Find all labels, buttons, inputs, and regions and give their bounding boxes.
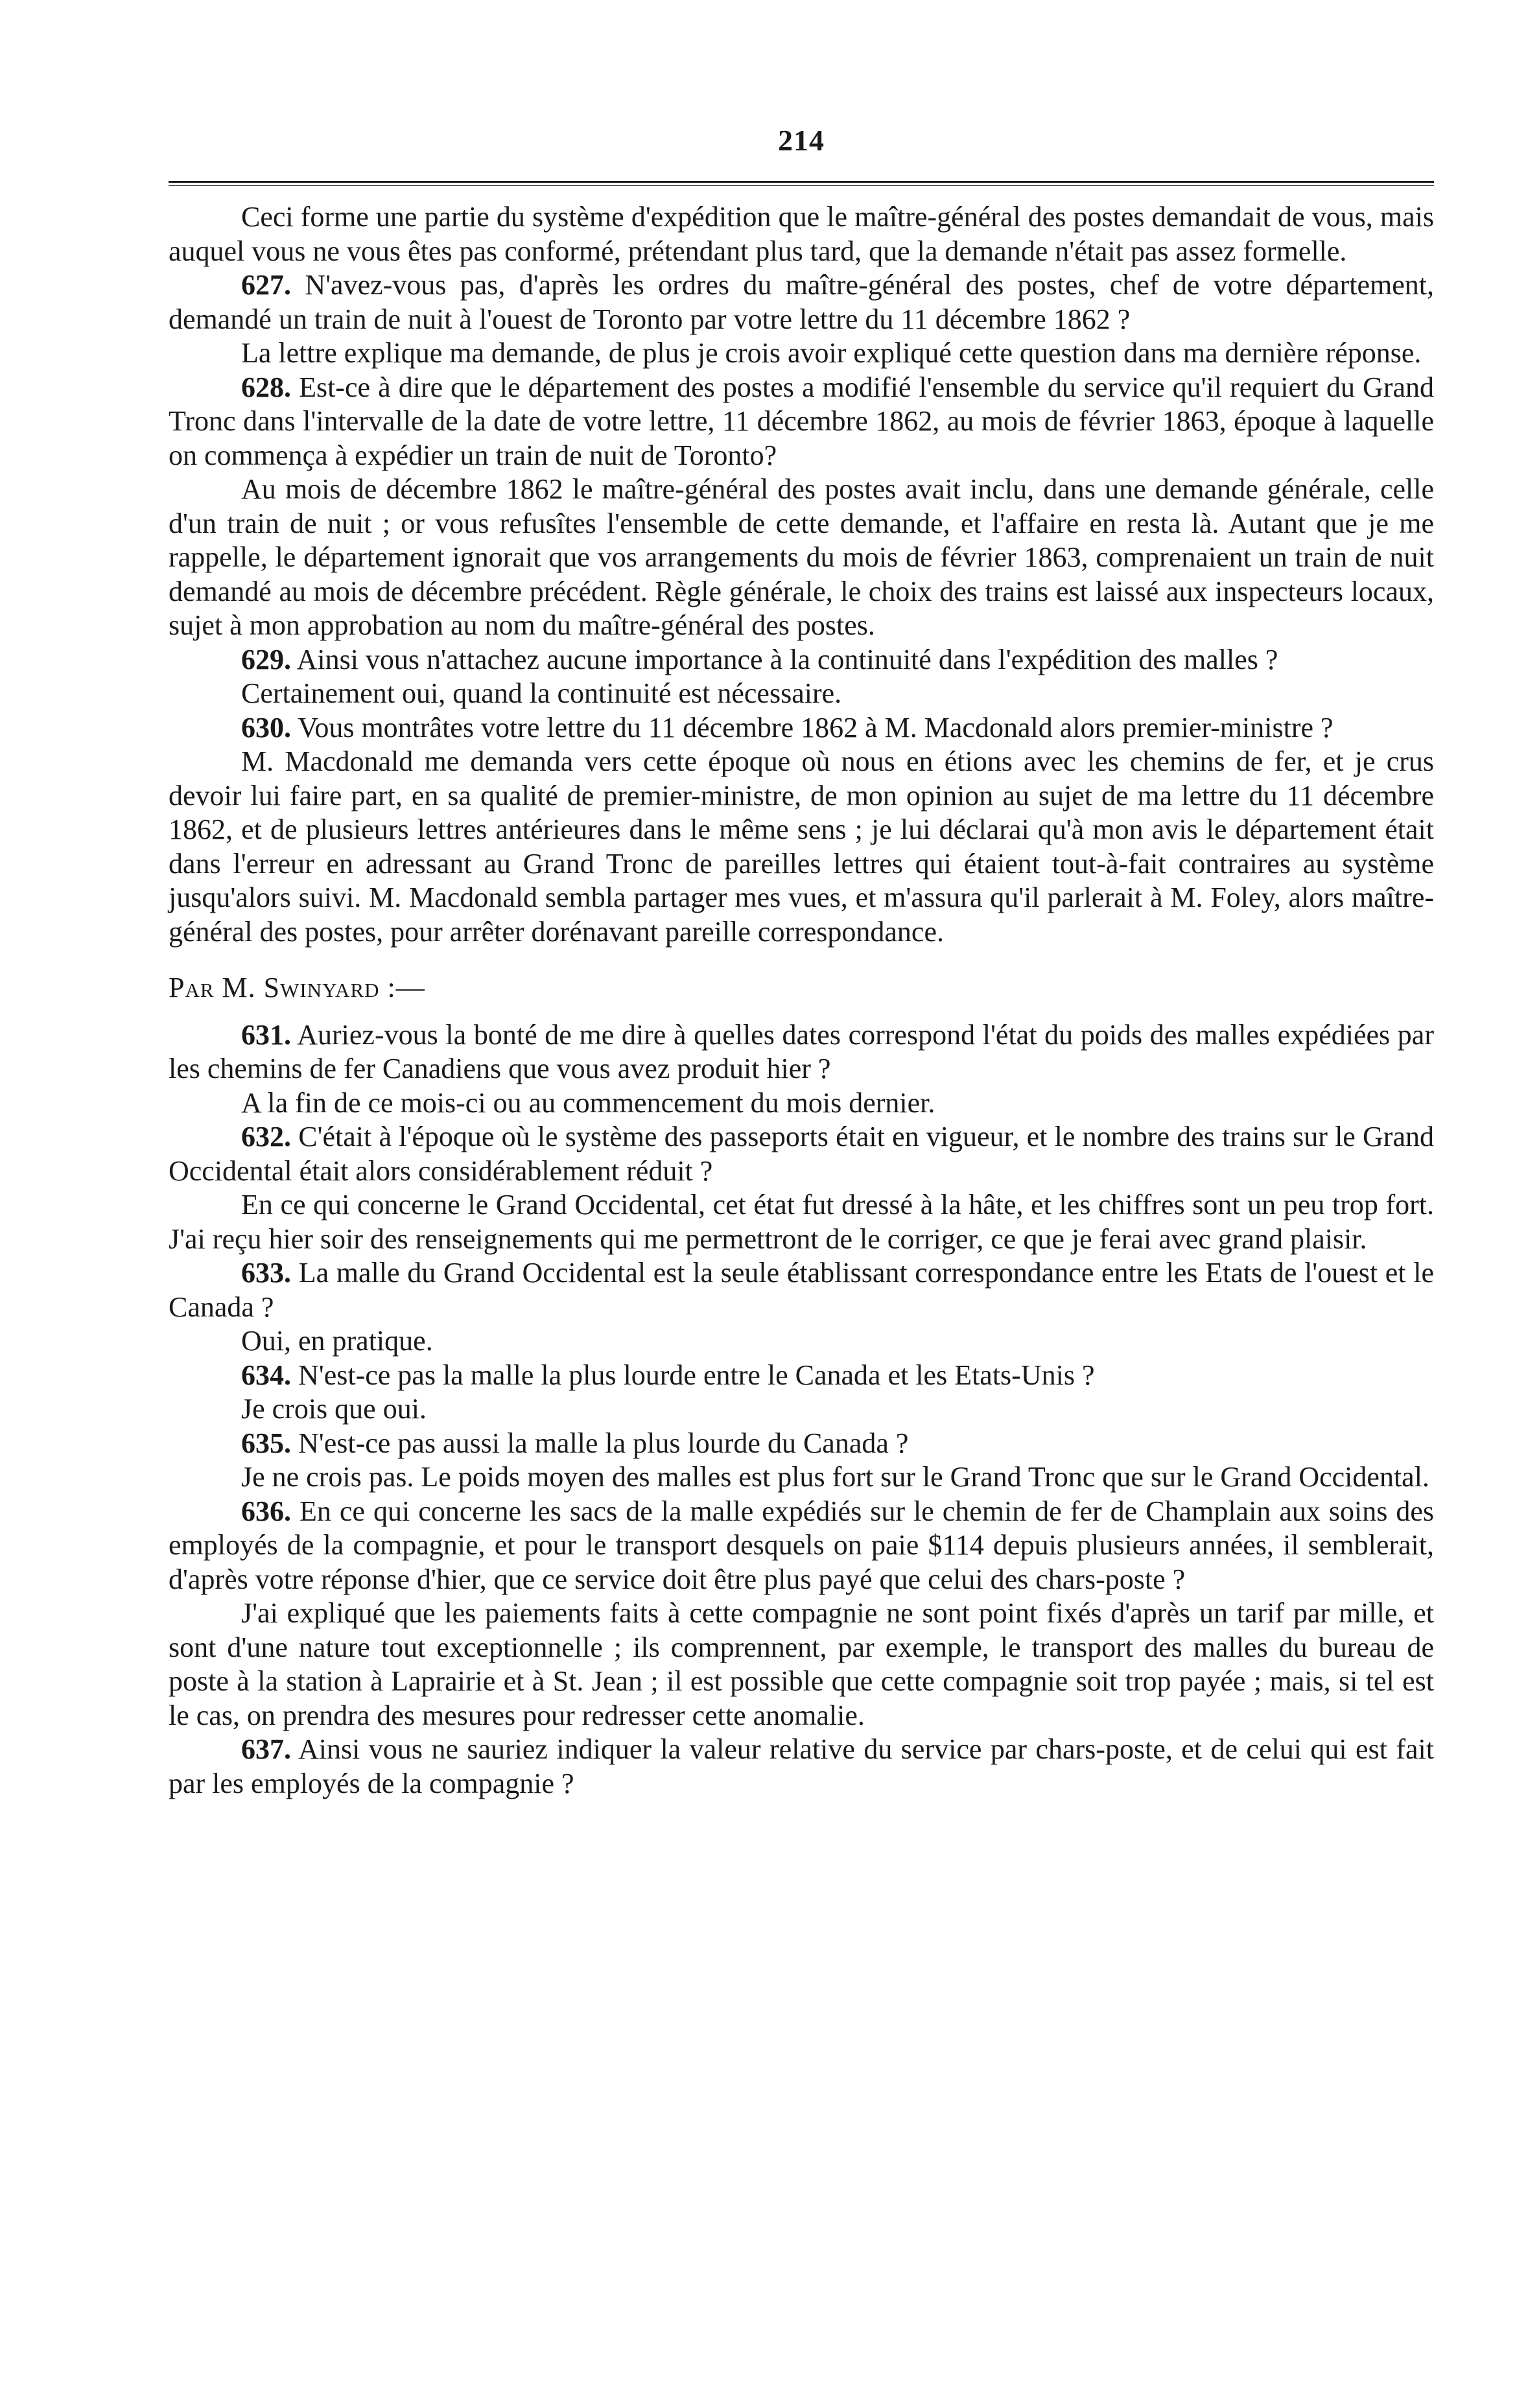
question-paragraph [169,643,1434,677]
answer-paragraph: Je ne crois pas. Le poids moyen des malles est plus fort sur le Grand Tronc que sur le Grand Occidental. [241,1461,1429,1493]
question-number: 635. [241,1427,291,1459]
question-text: La malle du Grand Occidental est la seule établissant correspondance entre les Etats de l'ouest et le Canada ? [169,1257,1434,1323]
question-number: 636. [241,1495,291,1527]
answer-paragraph: Je crois que oui. [241,1393,427,1425]
answer-paragraph: En ce qui concerne le Grand Occidental, cet état fut dressé à la hâte, et les chiffres sont un peu trop fort. J'ai reçu hier soir des renseignements qui me permettront de le corriger, ce que je ferai avec grand plaisir. [169,1189,1434,1255]
speaker-heading: Par M. Swinyard :— [169,972,425,1003]
document-page [169,123,1434,1801]
question-text: N'avez-vous pas, d'après les ordres du maître-général des postes, chef de votre département, demandé un train de nuit à l'ouest de Toronto par votre lettre du 11 décembre 1862 ? [169,269,1434,335]
question-number: 631. [241,1018,291,1051]
answer-paragraph: J'ai expliqué que les paiements faits à cette compagnie ne sont point fixés d'après un tarif par mille, et sont d'une nature tout exceptionnelle ; ils comprennent, par exemple, le transport des malles du bureau de poste à la station à Laprairie et à St. Jean ; il est possible que cette compagnie soit trop payée ; mais, si tel est le cas, on prendra des mesures pour redresser cette anomalie. [169,1597,1434,1731]
body-text [169,200,1434,1801]
answer-paragraph: Oui, en pratique. [241,1325,433,1357]
answer-paragraph: Certainement oui, quand la continuité est nécessaire. [241,677,842,709]
answer-paragraph: A la fin de ce mois-ci ou au commencement du mois dernier. [241,1086,935,1119]
answer-paragraph: Ceci forme une partie du système d'expédition que le maître-général des postes demandait de vous, mais auquel vous ne vous êtes pas conformé, prétendant plus tard, que la demande n'était pas assez formelle. [169,201,1434,267]
question-number: 629. [241,643,291,675]
question-number: 627. [241,269,291,301]
page-number: 214 [778,124,825,157]
question-paragraph [169,1018,1434,1086]
answer-paragraph: La lettre explique ma demande, de plus je crois avoir expliqué cette question dans ma dernière réponse. [241,337,1422,369]
question-paragraph [169,268,1434,336]
question-text: Vous montrâtes votre lettre du 11 décembre 1862 à M. Macdonald alors premier-ministre ? [298,711,1333,743]
question-paragraph [169,1120,1434,1188]
question-number: 630. [241,711,291,743]
question-text: Est-ce à dire que le département des postes a modifié l'ensemble du service qu'il requiert du Grand Tronc dans l'intervalle de la date de votre lettre, 11 décembre 1862, au mois de février 1863, époque à laquelle on commença à expédier un train de nuit de Toronto? [169,371,1434,471]
question-number: 634. [241,1359,291,1391]
question-text: N'est-ce pas la malle la plus lourde entre le Canada et les Etats-Unis ? [298,1359,1095,1391]
question-text: En ce qui concerne les sacs de la malle expédiés sur le chemin de fer de Champlain aux soins des employés de la compagnie, et pour le transport desquels on paie $114 depuis plusieurs années, il semblerait, d'après votre réponse d'hier, que ce service doit être plus payé que celui des chars-poste ? [169,1495,1434,1595]
question-number: 632. [241,1121,291,1152]
question-paragraph [169,711,1434,745]
question-text: C'était à l'époque où le système des passeports était en vigueur, et le nombre des trains sur le Grand Occidental était alors considérablement réduit ? [169,1121,1434,1187]
question-text: Ainsi vous n'attachez aucune importance à la continuité dans l'expédition des malles ? [296,643,1278,675]
question-paragraph [169,1256,1434,1324]
answer-paragraph: M. Macdonald me demanda vers cette époque où nous en étions avec les chemins de fer, et je crus devoir lui faire part, en sa qualité de premier-ministre, de mon opinion au sujet de ma lettre du 11 décembre 1862, et de plusieurs lettres antérieures dans le même sens ; je lui déclarai qu'à mon avis le département était dans l'erreur en adressant au Grand Tronc de pareilles lettres qui étaient tout-à-fait contraires au système jusqu'alors suivi. M. Macdonald sembla partager mes vues, et m'assura qu'il parlerait à M. Foley, alors maître-général des postes, pour arrêter dorénavant pareille correspondance. [169,745,1434,948]
question-paragraph [169,371,1434,473]
question-text: Ainsi vous ne sauriez indiquer la valeur relative du service par chars-poste, et de celui qui est fait par les employés de la compagnie ? [169,1733,1434,1799]
question-number: 633. [241,1257,291,1289]
question-paragraph [169,1733,1434,1801]
question-paragraph [169,1495,1434,1597]
question-paragraph [169,1427,1434,1461]
answer-paragraph: Au mois de décembre 1862 le maître-général des postes avait inclu, dans une demande générale, celle d'un train de nuit ; or vous refusîtes l'ensemble de cette demande, et l'affaire en resta là. Autant que je me rappelle, le département ignorait que vos arrangements du mois de février 1863, comprenaient un train de nuit demandé au mois de décembre précédent. Règle générale, le choix des trains est laissé aux inspecteurs locaux, sujet à mon approbation au nom du maître-général des postes. [169,473,1434,641]
question-number: 628. [241,371,291,403]
question-text: N'est-ce pas aussi la malle la plus lourde du Canada ? [298,1427,909,1459]
question-number: 637. [241,1733,291,1765]
question-paragraph [169,1359,1434,1393]
question-text: Auriez-vous la bonté de me dire à quelles dates correspond l'état du poids des malles expédiées par les chemins de fer Canadiens que vous avez produit hier ? [169,1018,1434,1084]
header-rule [169,181,1434,186]
